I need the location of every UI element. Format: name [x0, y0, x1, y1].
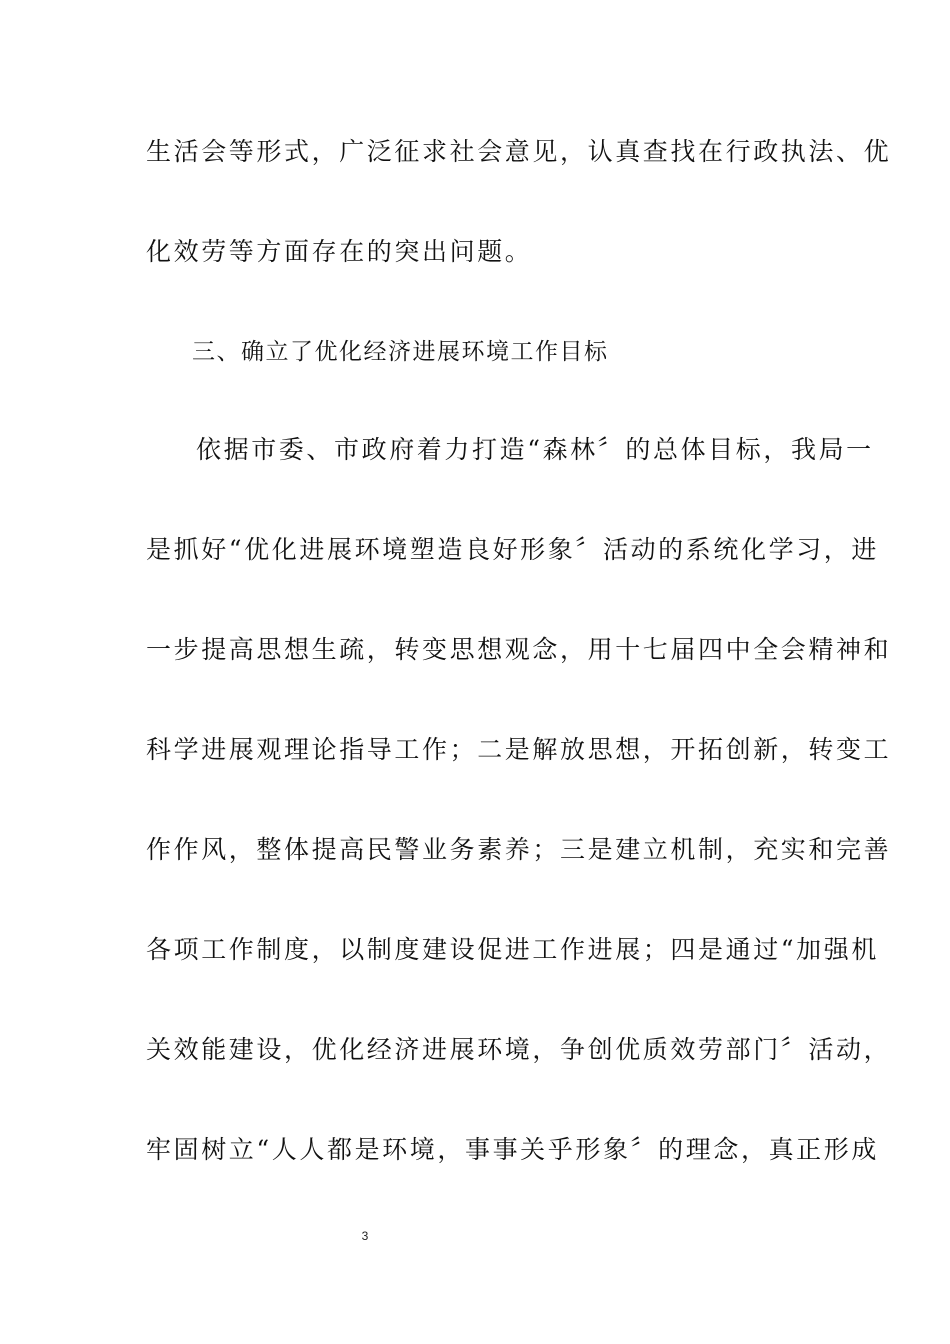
paragraph-line-10: 牢固树立“人人都是环境，事事关乎形象〞的理念，真正形成 — [146, 1135, 879, 1164]
paragraph-line-6: 科学进展观理论指导工作；二是解放思想，开拓创新，转变工 — [146, 735, 892, 764]
paragraph-line-3: 依据市委、市政府着力打造“森林〞的总体目标，我局一 — [196, 435, 874, 464]
paragraph-line-8: 各项工作制度，以制度建设促进工作进展；四是通过“加强机 — [146, 935, 879, 964]
section-heading: 三、确立了优化经济进展环境工作目标 — [192, 339, 609, 365]
page-number: 3 — [361, 1229, 369, 1243]
paragraph-line-7: 作作风，整体提高民警业务素养；三是建立机制，充实和完善 — [146, 835, 892, 864]
paragraph-line-2: 化效劳等方面存在的突出问题。 — [146, 237, 533, 266]
paragraph-line-5: 一步提高思想生疏，转变思想观念，用十七届四中全会精神和 — [146, 635, 892, 664]
paragraph-line-1: 生活会等形式，广泛征求社会意见，认真查找在行政执法、优 — [146, 137, 892, 166]
paragraph-line-4: 是抓好“优化进展环境塑造良好形象〞活动的系统化学习，进 — [146, 535, 879, 564]
paragraph-line-9: 关效能建设，优化经济进展环境，争创优质效劳部门〞活动， — [146, 1035, 892, 1064]
